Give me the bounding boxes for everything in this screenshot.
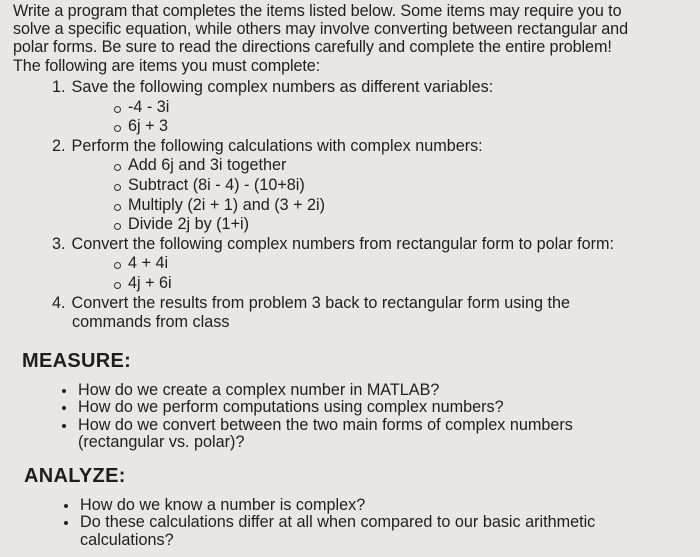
measure-questions	[62, 382, 573, 452]
subitem: Subtract (8i - 4) - (10+8i)	[114, 176, 700, 196]
intro-line: Write a program that completes the items listed below. Some items may require you to	[13, 2, 622, 20]
task-number: 3.	[52, 234, 66, 253]
question-item: How do we know a number is complex?	[64, 497, 595, 514]
question-text-continued: (rectangular vs. polar)?	[78, 433, 245, 452]
task-text: Save the following complex numbers as different variables:	[71, 78, 494, 96]
question-item: How do we create a complex number in MATLAB?	[62, 382, 573, 399]
analyze-questions	[64, 497, 595, 549]
task-number: 4.	[52, 293, 66, 312]
question-item	[62, 417, 573, 452]
task-item	[52, 78, 700, 137]
subitem: 4 + 4i	[114, 254, 700, 274]
subitem: Multiply (2i + 1) and (3 + 2i)	[114, 196, 700, 216]
task-list-container	[0, 78, 700, 333]
measure-heading: MEASURE:	[22, 350, 132, 372]
task-subitems	[52, 254, 700, 293]
task-number: 1.	[52, 78, 66, 96]
task-text: Convert the results from problem 3 back to rectangular form using the	[71, 293, 570, 312]
task-number: 2.	[52, 136, 66, 155]
subitem: 6j + 3	[114, 117, 700, 137]
question-item: How do we perform computations using complex numbers?	[62, 399, 573, 416]
task-subitems	[52, 156, 700, 234]
analyze-heading: ANALYZE:	[24, 465, 126, 487]
task-subitems	[52, 98, 700, 137]
task-text-continued: commands from class	[72, 313, 230, 332]
subitem: Add 6j and 3i together	[114, 156, 700, 176]
intro-line: polar forms. Be sure to read the directions carefully and complete the entire problem!	[13, 38, 612, 57]
intro-paragraph	[13, 2, 692, 75]
subitem: -4 - 3i	[114, 98, 700, 118]
subitem: Divide 2j by (1+i)	[114, 215, 700, 235]
task-item	[52, 235, 700, 294]
question-text: How do we convert between the two main forms of complex numbers	[78, 415, 573, 434]
question-text: Do these calculations differ at all when compared to our basic arithmetic	[80, 513, 596, 532]
task-text: Convert the following complex numbers from rectangular form to polar form:	[71, 234, 615, 253]
question-item	[64, 514, 595, 549]
intro-line: The following are items you must complete:	[13, 56, 321, 75]
question-text-continued: calculations?	[80, 530, 174, 549]
subitem: 4j + 6i	[114, 274, 700, 294]
intro-line: solve a specific equation, while others may involve converting between rectangular and	[13, 20, 628, 39]
task-text: Perform the following calculations with complex numbers:	[71, 136, 483, 155]
task-list	[0, 78, 700, 333]
task-item	[52, 137, 700, 235]
task-item	[52, 294, 700, 333]
